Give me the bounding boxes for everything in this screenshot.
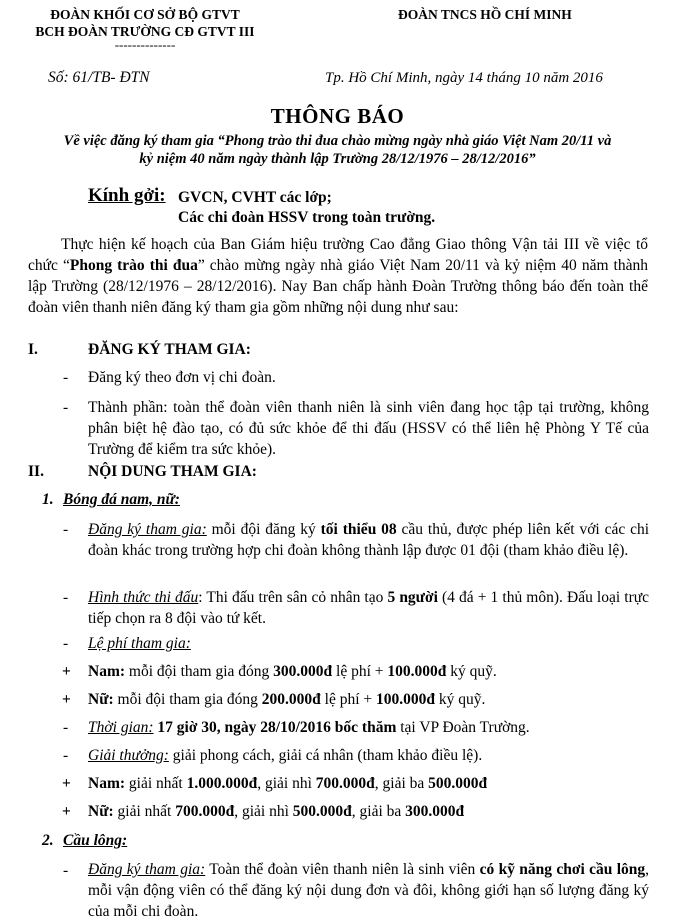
bullet-plus: + [62,803,71,820]
fee-male-e: ký quỹ. [446,663,497,680]
football-fee-female [88,691,485,709]
prize-female-b: 700.000đ [175,803,235,820]
prize-male-d: 700.000đ [315,775,375,792]
intro-paragraph [28,234,648,318]
section1-item2: Thành phần: toàn thể đoàn viên thanh niên là sinh viên đang học tập tại trường, không phân biệt hệ đào tạo, có đủ sức khỏe để thi đấu (HSSV có thể liên hệ Phòng Y Tế của Trường để kiểm tra sức khỏe). [88,399,649,458]
prize-male-f: 500.000đ [428,775,488,792]
recipient-label [88,187,166,205]
time-b: tại VP Đoàn Trường. [396,719,530,736]
fee-female-c: lệ phí + [320,691,377,708]
badminton-reg-c: , mỗi vận động viên có thể đăng ký nội dung đơn và đôi, không giới hạn số lượng đăng ký của mỗi chi đoàn. [88,861,649,920]
bullet-dash: - [63,399,69,416]
bullet-plus: + [62,691,71,708]
header-org-line1: ĐOÀN KHỐI CƠ SỞ BỘ GTVT [50,7,240,22]
prize-female-e: , giải ba [351,803,406,820]
time-a: 17 giờ 30, ngày 28/10/2016 bốc thăm [153,719,397,736]
prize-female-f: 300.000đ [405,803,465,820]
prize-male-a: giải nhất [125,775,187,792]
football-form-b: 5 người [387,589,438,606]
football-format [88,587,649,629]
bullet-dash: - [63,862,69,879]
recipient-line2: Các chi đoàn HSSV trong toàn trường. [178,209,436,226]
intro-text-a: Thực hiện kế hoạch của Ban Giám hiệu trường Cao đẳng Giao thông Vận tải III về việc tổ chức “ [28,236,648,274]
prize-text: giải phong cách, giải cá nhân (tham khảo điều lệ). [168,747,483,764]
badminton-reg-label: Đăng ký tham gia: [88,861,206,878]
bullet-dash: - [63,521,69,538]
section1-number: I. [28,341,38,358]
bullet-dash: - [63,589,69,606]
football-reg-label: Đăng ký tham gia: [88,521,207,538]
fee-female-b: 200.000đ [261,691,321,708]
fee-male-label: Nam: [88,663,126,680]
badminton-number: 2. [42,832,54,849]
football-time [88,719,530,737]
football-form-a: : Thi đấu trên sân cỏ nhân tạo [198,589,388,606]
football-fee-label: Lệ phí tham gia: [88,635,191,652]
football-prize [88,747,482,765]
bullet-dash: - [63,369,69,386]
section2-title: NỘI DUNG THAM GIA: [88,463,257,480]
football-fee-male [88,663,497,681]
intro-text-bold: Phong trào thi đua [69,257,198,274]
section1-item1: Đăng ký theo đơn vị chi đoàn. [88,369,276,386]
time-label: Thời gian: [88,719,154,736]
prize-label: Giải thưởng: [88,747,169,764]
badminton-reg-b: có kỹ năng chơi cầu lông [479,861,646,878]
football-number: 1. [42,491,54,508]
prize-female-c: , giải nhì [234,803,293,820]
prize-male-b: 1.000.000đ [186,775,258,792]
bullet-plus: + [62,775,71,792]
bullet-dash: - [63,719,69,736]
prize-male-label: Nam: [88,775,126,792]
section1-title: ĐĂNG KÝ THAM GIA: [88,341,251,358]
badminton-registration [88,859,649,922]
fee-male-b: 300.000đ [273,663,333,680]
header-rule: -------------- [114,37,176,52]
prize-male-c: , giải nhì [257,775,316,792]
fee-female-e: ký quỹ. [435,691,486,708]
recipient-line1: GVCN, CVHT các lớp; [178,189,332,206]
football-form-c: (4 đá + 1 thủ môn). Đấu loại trực tiếp chọn ra 8 đội vào tứ kết. [88,589,650,627]
document-number: Số: 61/TB- ĐTN [48,69,150,86]
recipient-label-text: Kính gởi: [88,185,166,206]
football-prize-female [88,803,464,821]
fee-female-a: mỗi đội tham gia đóng [113,691,262,708]
football-registration [88,519,649,561]
bullet-dash: - [63,635,69,652]
document-date: Tp. Hồ Chí Minh, ngày 14 tháng 10 năm 2016 [325,70,603,86]
bullet-plus: + [62,663,71,680]
section2-number: II. [28,463,44,480]
football-form-label: Hình thức thi đấu [88,589,199,606]
football-reg-a: mỗi đội đăng ký [206,521,321,538]
prize-female-a: giải nhất [113,803,176,820]
fee-male-d: 100.000đ [387,663,447,680]
prize-female-d: 500.000đ [292,803,352,820]
fee-male-c: lệ phí + [332,663,388,680]
intro-text-c: ” chào mừng ngày nhà giáo Việt Nam 20/11 và kỷ niệm 40 năm thành lập Trường (28/12/1976 – 28/12/2016). Nay Ban chấp hành Đoàn Trường thông báo đến toàn thể đoàn viên thanh niên đăng ký tham gia gồm những nội dung như sau: [28,257,648,316]
subject-line2: kỷ niệm 40 năm ngày thành lập Trường 28/12/1976 – 28/12/2016” [139,151,536,167]
football-prize-male [88,775,487,793]
header-org-line2: BCH ĐOÀN TRƯỜNG CĐ GTVT III [35,24,255,39]
badminton-reg-a: Toàn thể đoàn viên thanh niên là sinh viên [205,861,480,878]
badminton-title: Cầu lông: [63,832,128,849]
page-title: THÔNG BÁO [270,104,405,128]
fee-female-label: Nữ: [88,691,114,708]
prize-male-e: , giải ba [374,775,429,792]
header-union-name: ĐOÀN TNCS HỒ CHÍ MINH [398,7,572,22]
football-reg-b: tối thiểu 08 [320,521,397,538]
bullet-dash: - [63,747,69,764]
subject-line1: Về việc đăng ký tham gia “Phong trào thi đua chào mừng ngày nhà giáo Việt Nam 20/11 và [63,133,612,149]
fee-male-a: mỗi đội tham gia đóng [125,663,274,680]
football-reg-c: cầu thủ, được phép liên kết với các chi đoàn khác trong trường hợp chi đoàn không thành lập được 01 đội (tham khảo điều lệ). [88,521,650,559]
football-title: Bóng đá nam, nữ: [63,491,180,508]
fee-female-d: 100.000đ [376,691,436,708]
prize-female-label: Nữ: [88,803,114,820]
